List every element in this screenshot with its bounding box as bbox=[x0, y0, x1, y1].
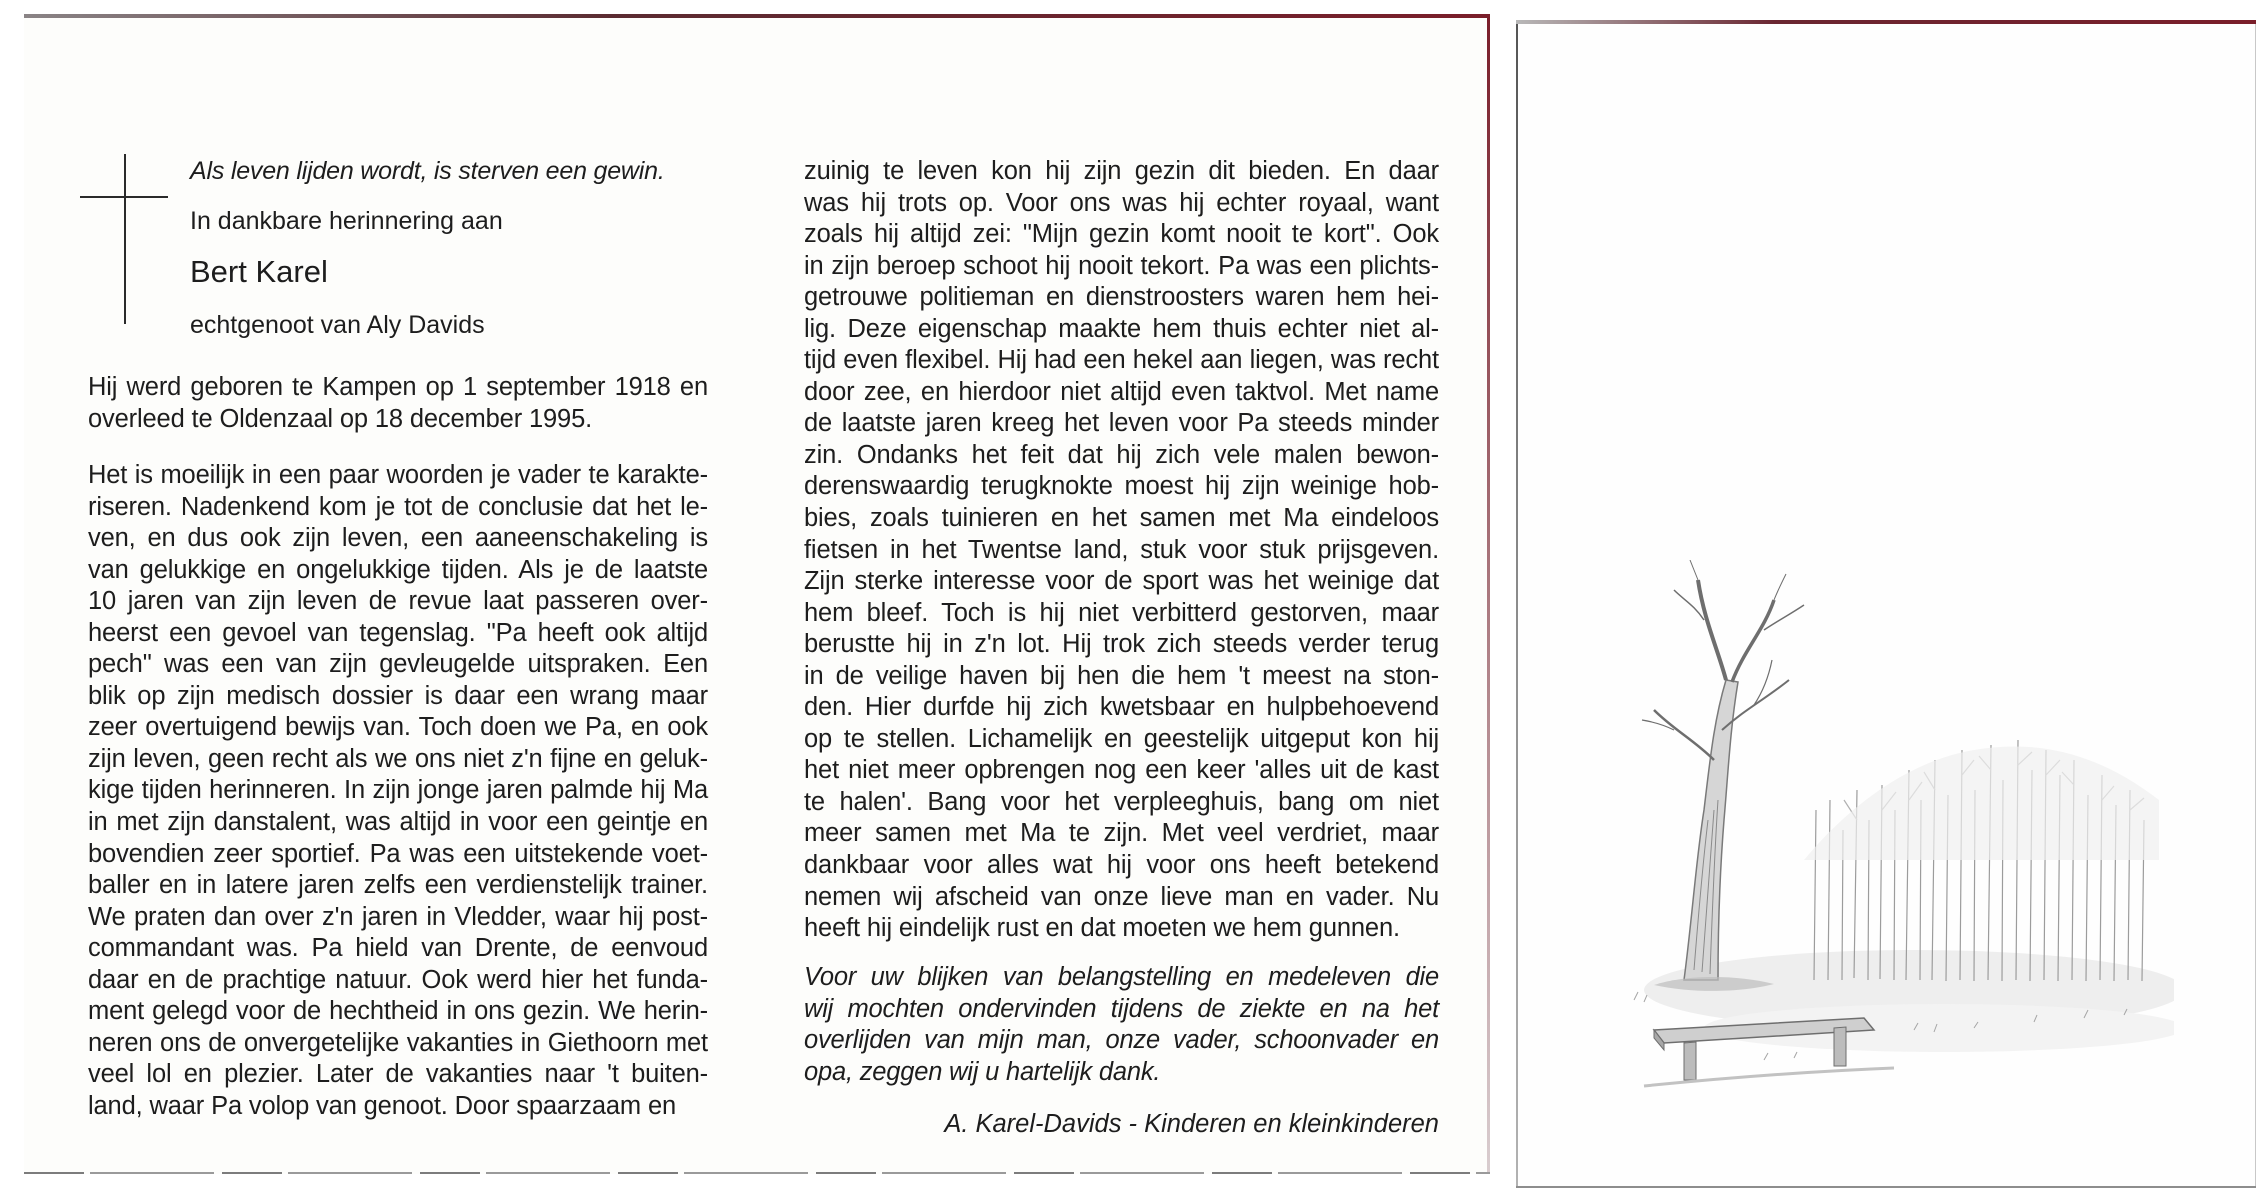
biography-line: veel lol en plezier. Later de vakanties naar 't buiten- bbox=[88, 1060, 708, 1089]
biography-line: ment gelegd voor de hechtheid in ons gezin. We herin- bbox=[88, 997, 708, 1026]
biography-line: de laatste jaren kreeg het leven voor Pa steeds minder bbox=[804, 409, 1439, 438]
biography-line: bovendien zeer sportief. Pa was een uitstekende voet- bbox=[88, 839, 708, 868]
memorial-card-spread bbox=[24, 14, 1490, 1174]
right-page bbox=[804, 14, 1444, 1174]
biography-line: nemen wij afscheid van onze lieve man en vader. Nu bbox=[804, 882, 1439, 911]
biography-line: berustte hij in z'n lot. Hij trok zich steeds verder terug bbox=[804, 630, 1439, 659]
winter-landscape-tree-bench-illustration bbox=[1614, 560, 2174, 1100]
biography-line: zeer overtuigend bewijs van. Toch doen we Pa, en ook bbox=[88, 713, 708, 742]
spouse-text: echtgenoot van Aly Davids bbox=[190, 311, 485, 339]
card-right-edge bbox=[1487, 14, 1490, 1174]
biography-line: van gelukkige en ongelukkige tijden. Als je de laatste bbox=[88, 555, 708, 584]
biography-line: derenswaardig terugknokte moest hij zijn weinige hob- bbox=[804, 472, 1439, 501]
biography-line: tijd even flexibel. Hij had een hekel aan liegen, was recht bbox=[804, 346, 1439, 375]
biography-line: daar en de prachtige natuur. Ook werd hier het funda- bbox=[88, 965, 708, 994]
biography-line: neren ons de onvergetelijke vakanties in Giethoorn met bbox=[88, 1028, 708, 1057]
illustration-card-top-edge bbox=[1516, 20, 2256, 24]
illustration-card-right-edge bbox=[2255, 24, 2256, 1188]
birth-death-paragraph bbox=[88, 372, 708, 435]
biography-line: den. Hier durfde hij zich kwetsbaar en hulpbehoevend bbox=[804, 693, 1439, 722]
biography-line: Het is moeilijk in een paar woorden je vader te karakte- bbox=[88, 461, 708, 489]
cross-horizontal-bar bbox=[80, 196, 168, 198]
biography-line: zijn leven, geen recht als we ons niet z'n fijne en geluk- bbox=[88, 744, 708, 773]
birth-line: overleed te Oldenzaal op 18 december 1995. bbox=[88, 404, 593, 433]
biography-line: in zijn beroep schoot hij nooit tekort. Pa was een plichts- bbox=[804, 251, 1439, 280]
biography-line: dankbaar voor alles wat hij voor ons heeft betekend bbox=[804, 851, 1439, 880]
biography-line: heerst een gevoel van tegenslag. "Pa heeft ook altijd bbox=[88, 618, 708, 647]
biography-line: kige tijden herinneren. In zijn jonge jaren palmde hij Ma bbox=[88, 776, 708, 805]
biography-line: hem bleef. Toch is hij niet verbitterd gestorven, maar bbox=[804, 598, 1439, 627]
thanks-line: opa, zeggen wij u hartelijk dank. bbox=[804, 1057, 1161, 1086]
signature: A. Karel-Davids - Kinderen en kleinkinderen bbox=[944, 1110, 1439, 1138]
biography-line: getrouwe politieman en dienstroosters waren hem hei- bbox=[804, 283, 1439, 312]
intro-text: In dankbare herinnering aan bbox=[190, 207, 503, 235]
biography-line: zin. Ondanks het feit dat hij zich vele malen bewon- bbox=[804, 440, 1439, 469]
biography-line: in met zijn danstalent, was altijd in voor een geintje en bbox=[88, 808, 708, 837]
biography-line: baller en in latere jaren zelfs een verdienstelijk trainer. bbox=[88, 871, 708, 900]
biography-line: 10 jaren van zijn leven de revue laat passeren over- bbox=[88, 587, 708, 616]
biography-line: in de veilige haven bij hen die hem 't meest na ston- bbox=[804, 661, 1439, 690]
biography-line: zoals hij altijd zei: "Mijn gezin komt nooit te kort". Ook bbox=[804, 220, 1439, 249]
left-page bbox=[24, 14, 724, 1174]
biography-line: heeft hij eindelijk rust en dat moeten we hem gunnen. bbox=[804, 914, 1400, 943]
deceased-name: Bert Karel bbox=[190, 254, 328, 289]
biography-line: We praten dan over z'n jaren in Vledder, waar hij post- bbox=[88, 902, 708, 931]
biography-line: lig. Deze eigenschap maakte hem thuis echter niet al- bbox=[804, 314, 1439, 343]
thanks-line: overlijden van mijn man, onze vader, schoonvader en bbox=[804, 1026, 1439, 1054]
biography-line: ven, en dus ook zijn leven, een aaneenschakeling is bbox=[88, 524, 708, 553]
biography-column-2 bbox=[804, 156, 1439, 945]
birth-line: Hij werd geboren te Kampen op 1 september 1918 en bbox=[88, 373, 708, 401]
biography-line: fietsen in het Twentse land, stuk voor stuk prijsgeven. bbox=[804, 535, 1439, 564]
biography-line: commandant was. Pa hield van Drente, de eenvoud bbox=[88, 934, 708, 963]
illustration-card-bottom-edge bbox=[1516, 1186, 2256, 1188]
biography-line: meer samen met Ma te zijn. Met veel verdriet, maar bbox=[804, 819, 1439, 848]
biography-column-1 bbox=[88, 460, 708, 1122]
thanks-line: wij mochten ondervinden tijdens de ziekte en na het bbox=[804, 994, 1439, 1023]
tree-branches bbox=[1642, 560, 1804, 760]
header-block bbox=[190, 154, 710, 342]
illustration-card-left-edge bbox=[1516, 24, 1518, 1188]
bench-illustration bbox=[1644, 1018, 1894, 1086]
biography-line: op te stellen. Lichamelijk en geestelijk uitgeput kon hij bbox=[804, 724, 1439, 753]
biography-line: blik op zijn medisch dossier is daar een wrang maar bbox=[88, 681, 708, 710]
biography-line: was hij trots op. Voor ons was hij echter royaal, want bbox=[804, 188, 1439, 217]
biography-line: riseren. Nadenkend kom je tot de conclusie dat het le- bbox=[88, 492, 708, 521]
biography-line: Zijn sterke interesse voor de sport was het weinige dat bbox=[804, 567, 1439, 596]
cross-vertical-bar bbox=[124, 154, 126, 324]
illustration-card bbox=[1516, 20, 2256, 1188]
biography-line: door zee, en hierdoor niet altijd even taktvol. Met name bbox=[804, 377, 1439, 406]
motto: Als leven lijden wordt, is sterven een gewin. bbox=[190, 157, 665, 185]
biography-line: land, waar Pa volop van genoot. Door spaarzaam en bbox=[88, 1091, 677, 1120]
biography-line: bies, zoals tuinieren en het samen met Ma eindeloos bbox=[804, 504, 1439, 533]
biography-line: het niet meer opbrengen nog een keer 'alles uit de kast bbox=[804, 756, 1439, 785]
thanks-line: Voor uw blijken van belangstelling en medeleven die bbox=[804, 963, 1439, 991]
biography-line: zuinig te leven kon hij zijn gezin dit bieden. En daar bbox=[804, 157, 1439, 185]
thanks-paragraph bbox=[804, 962, 1439, 1088]
biography-line: te halen'. Bang voor het verpleeghuis, bang om niet bbox=[804, 787, 1439, 816]
cross-icon bbox=[80, 154, 168, 324]
biography-line: pech" was een van zijn gevleugelde uitspraken. Een bbox=[88, 650, 708, 679]
